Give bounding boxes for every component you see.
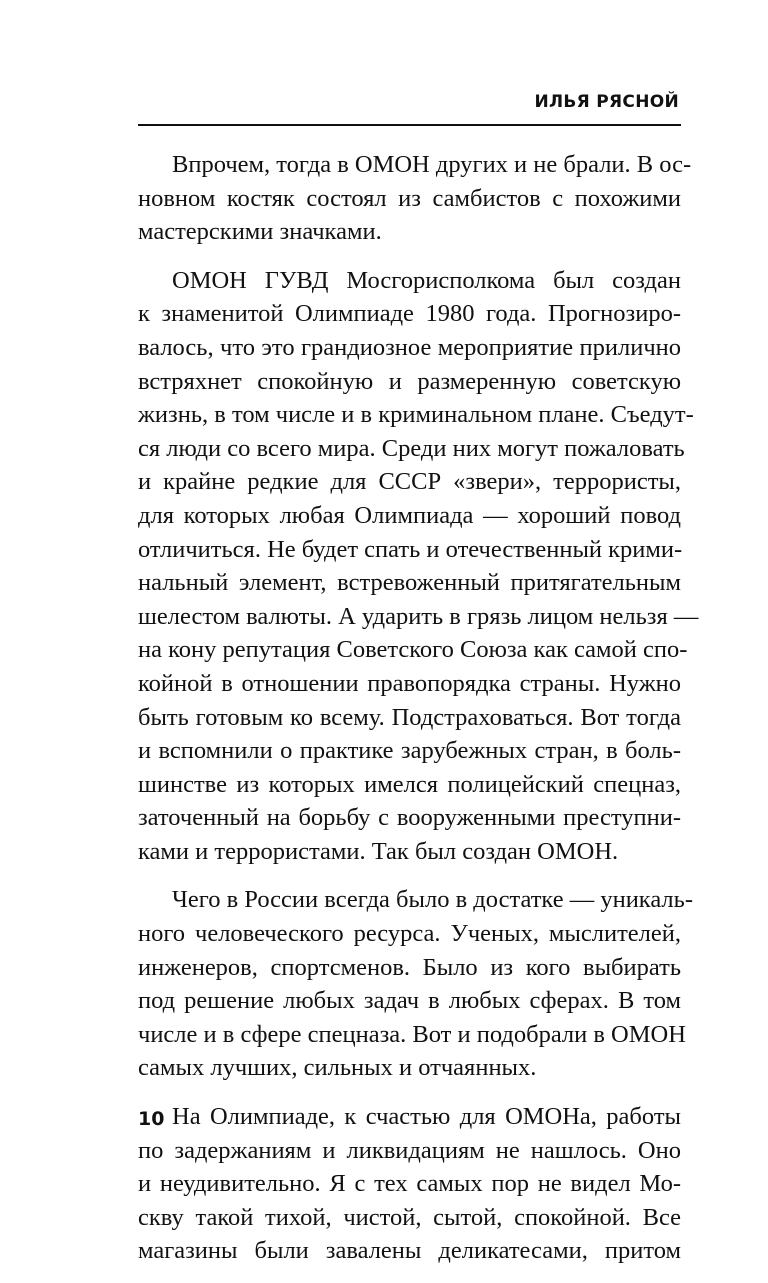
text-line: ся люди со всего мира. Среди них могут пожаловать	[138, 434, 685, 462]
text-line: валось, что это грандиозное мероприятие прилично	[138, 333, 681, 361]
text-line: быть готовым ко всему. Подстраховаться. Вот тогда	[138, 703, 681, 731]
text-line: заточенный на борьбу с вооруженными преступни-	[138, 804, 681, 832]
running-head-author: ИЛЬЯ РЯСНОЙ	[534, 92, 679, 112]
paragraph-4	[138, 1100, 681, 1268]
text-line: Чего в России всегда было в достатке — уникаль-	[172, 886, 693, 914]
text-line: и неудивительно. Я с тех самых пор не видел Мо-	[138, 1170, 681, 1198]
text-line: шелестом валюты. А ударить в грязь лицом нельзя —	[138, 602, 699, 630]
text-line: и вспомнили о практике зарубежных стран, в боль-	[138, 737, 681, 765]
text-line: под решение любых задач в любых сферах. В том	[138, 987, 681, 1015]
text-line: мастерскими значками.	[138, 218, 382, 246]
text-line: койной в отношении правопорядка страны. Нужно	[138, 669, 681, 697]
text-line: шинстве из которых имелся полицейский спецназ,	[138, 770, 681, 798]
text-line: магазины были завалены деликатесами, притом	[138, 1237, 681, 1265]
paragraph-2	[138, 264, 699, 869]
text-line: отличиться. Не будет спать и отечественный крими-	[138, 535, 683, 563]
text-line: числе и в сфере спецназа. Вот и подобрали в ОМОН	[138, 1020, 686, 1048]
page-number: 10	[138, 1108, 165, 1130]
body-text	[138, 148, 699, 1283]
text-line: к знаменитой Олимпиаде 1980 года. Прогнозиро-	[138, 300, 681, 328]
text-line: ного человеческого ресурса. Ученых, мыслителей,	[138, 920, 681, 948]
text-line: жизнь, в том числе и в криминальном плане. Съедут-	[138, 401, 694, 429]
text-line: на кону репутация Советского Союза как самой спо-	[138, 636, 688, 664]
paragraph-1	[138, 148, 692, 249]
text-line: ками и террористами. Так был создан ОМОН.	[138, 837, 619, 865]
text-line: Впрочем, тогда в ОМОН других и не брали. В ос-	[172, 151, 692, 178]
text-line: инженеров, спортсменов. Было из кого выбирать	[138, 953, 681, 981]
text-line: по задержаниям и ликвидациям не нашлось. Оно	[138, 1136, 681, 1164]
paragraph-3	[138, 883, 693, 1085]
text-line: и крайне редкие для СССР «звери», террористы,	[138, 468, 681, 496]
text-line: На Олимпиаде, к счастью для ОМОНа, работы	[172, 1103, 681, 1131]
text-line: новном костяк состоял из самбистов с похожими	[138, 184, 681, 212]
text-line: для которых любая Олимпиада — хороший повод	[138, 501, 681, 529]
text-line: самых лучших, сильных и отчаянных.	[138, 1054, 537, 1082]
text-line: скву такой тихой, чистой, сытой, спокойной. Все	[138, 1203, 681, 1231]
text-line: встряхнет спокойную и размеренную советскую	[138, 367, 681, 395]
text-line: ОМОН ГУВД Мосгорисполкома был создан	[172, 266, 681, 294]
running-head	[138, 78, 681, 126]
text-line: нальный элемент, встревоженный притягательным	[138, 569, 681, 597]
